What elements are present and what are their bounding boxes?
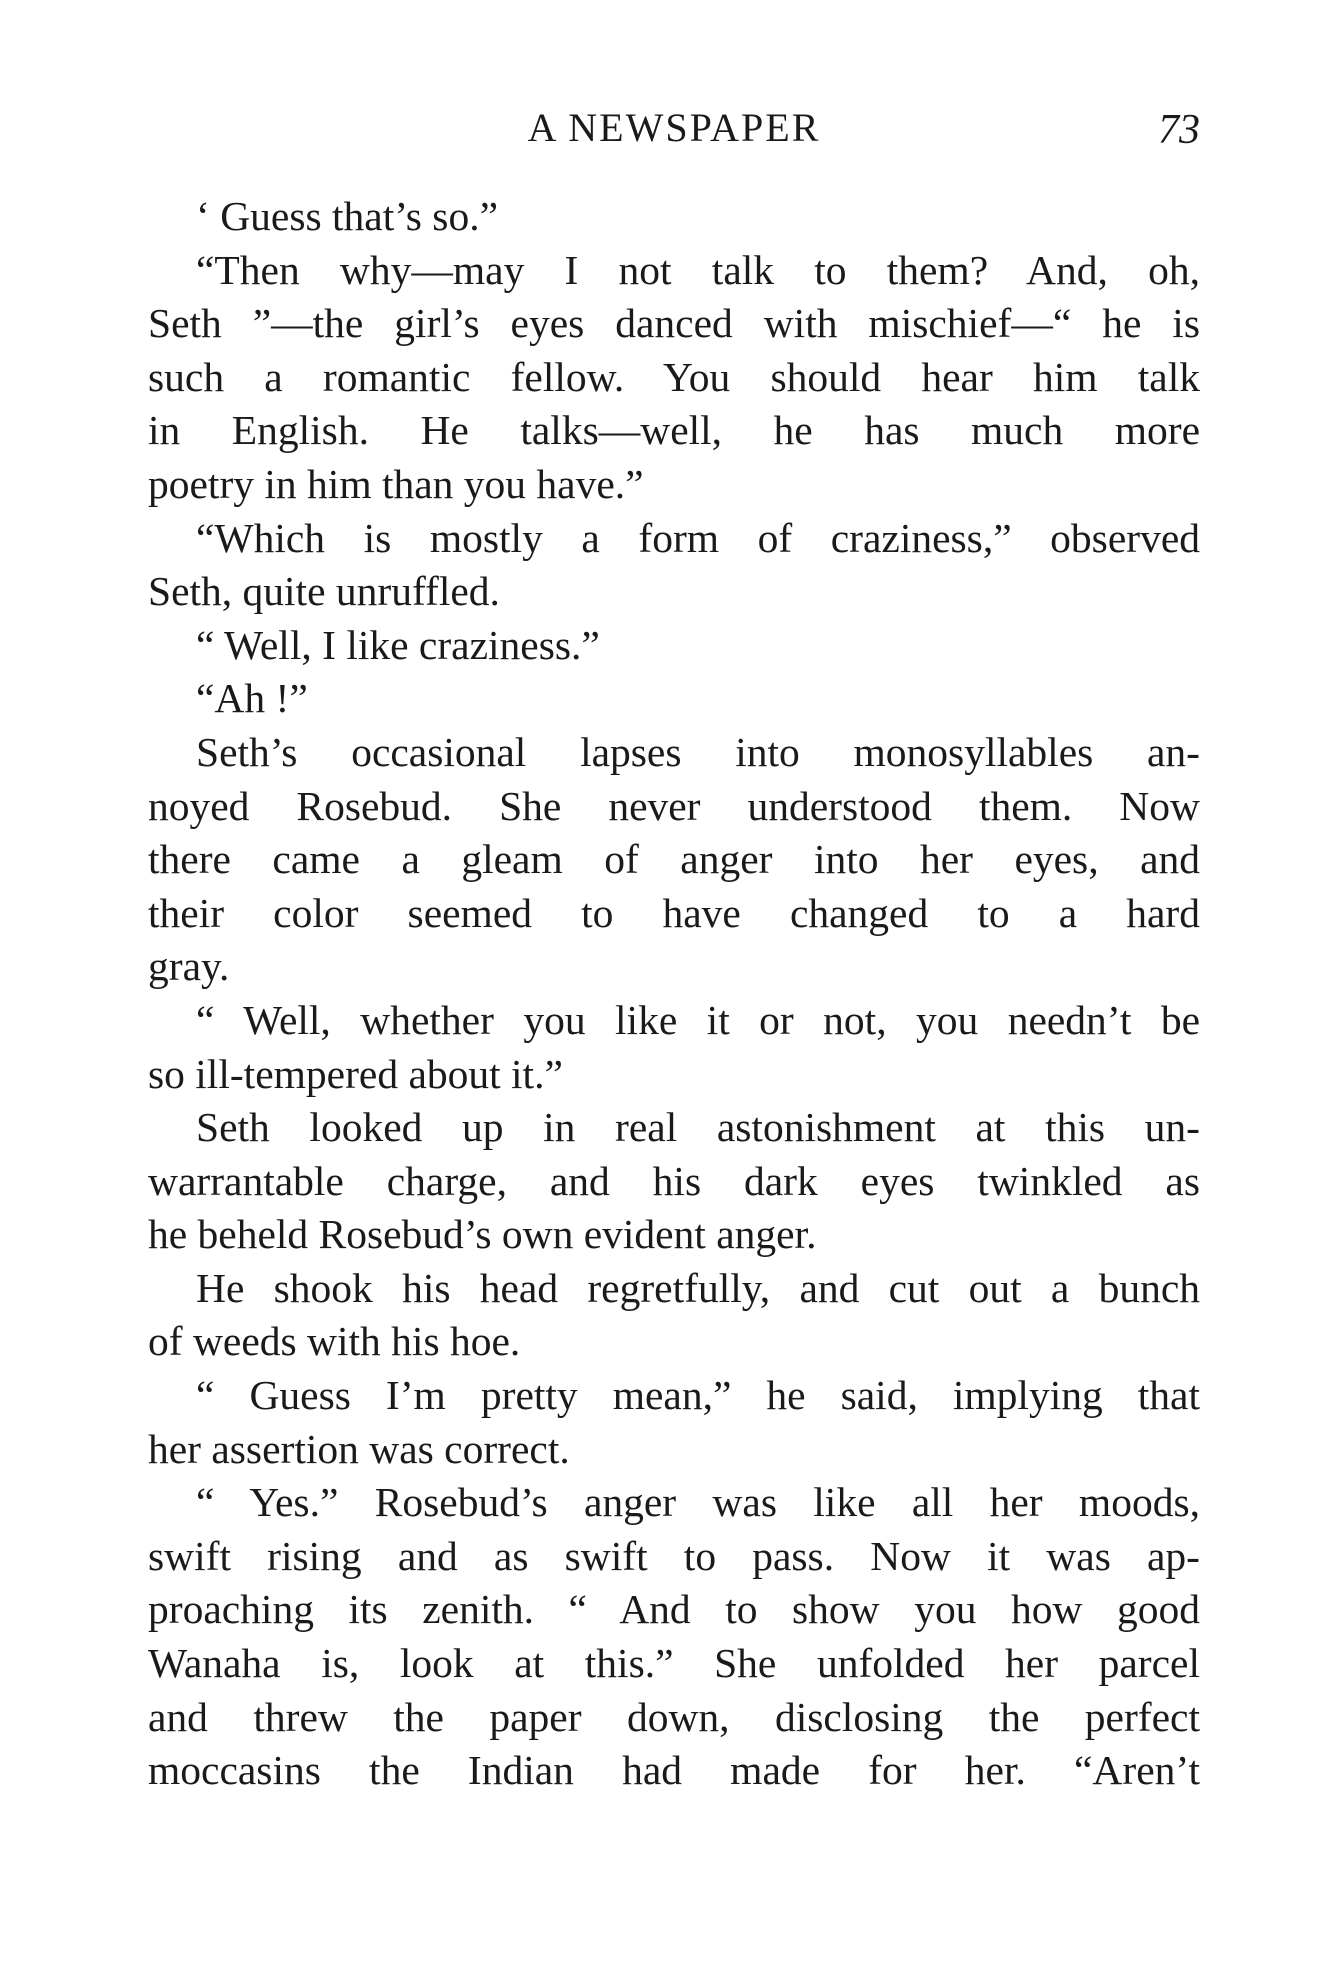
text-line: “ Guess I’m pretty mean,” he said, implying that: [196, 1372, 1200, 1419]
text-line: “Which is mostly a form of craziness,” observed: [196, 514, 1200, 561]
text-line: “Ah !”: [196, 675, 308, 722]
text-line: so ill-tempered about it.”: [148, 1050, 563, 1097]
text-line: Seth looked up in real astonishment at this un-: [196, 1104, 1200, 1151]
text-line: and threw the paper down, disclosing the perfect: [148, 1693, 1200, 1740]
text-line: Seth ”—the girl’s eyes danced with mischief—“ he is: [148, 300, 1200, 347]
text-line: there came a gleam of anger into her eyes, and: [148, 836, 1200, 883]
text-line: ‘ Guess that’s so.”: [196, 193, 498, 239]
text-line: He shook his head regretfully, and cut out a bunch: [196, 1264, 1200, 1311]
text-line: proaching its zenith. “ And to show you how good: [148, 1586, 1200, 1633]
text-line: he beheld Rosebud’s own evident anger.: [148, 1211, 817, 1258]
text-line: Seth’s occasional lapses into monosyllables an-: [196, 728, 1200, 775]
page-number: 73: [1158, 107, 1200, 153]
text-line: moccasins the Indian had made for her. “Aren’t: [148, 1747, 1200, 1794]
text-line: their color seemed to have changed to a hard: [148, 889, 1200, 936]
text-line: Seth, quite unruffled.: [148, 568, 500, 615]
text-line: “Then why—may I not talk to them? And, oh,: [196, 246, 1200, 293]
text-line: poetry in him than you have.”: [148, 460, 644, 507]
running-head: A NEWSPAPER: [527, 105, 821, 150]
text-line: noyed Rosebud. She never understood them. Now: [148, 782, 1200, 829]
text-line: her assertion was correct.: [148, 1425, 570, 1472]
page-header: [148, 104, 1200, 164]
text-line: “ Well, I like craziness.”: [196, 621, 600, 668]
body-text: [148, 190, 1200, 1798]
text-line: such a romantic fellow. You should hear him talk: [148, 353, 1200, 400]
text-line: Wanaha is, look at this.” She unfolded her parcel: [148, 1640, 1200, 1687]
text-line: in English. He talks—well, he has much more: [148, 407, 1200, 454]
text-line: warrantable charge, and his dark eyes twinkled as: [148, 1157, 1200, 1204]
text-line: “ Yes.” Rosebud’s anger was like all her moods,: [196, 1479, 1200, 1526]
text-line: “ Well, whether you like it or not, you needn’t be: [196, 996, 1200, 1043]
text-line: swift rising and as swift to pass. Now it was ap-: [148, 1532, 1200, 1579]
text-line: gray.: [148, 943, 230, 990]
text-line: of weeds with his hoe.: [148, 1318, 521, 1365]
